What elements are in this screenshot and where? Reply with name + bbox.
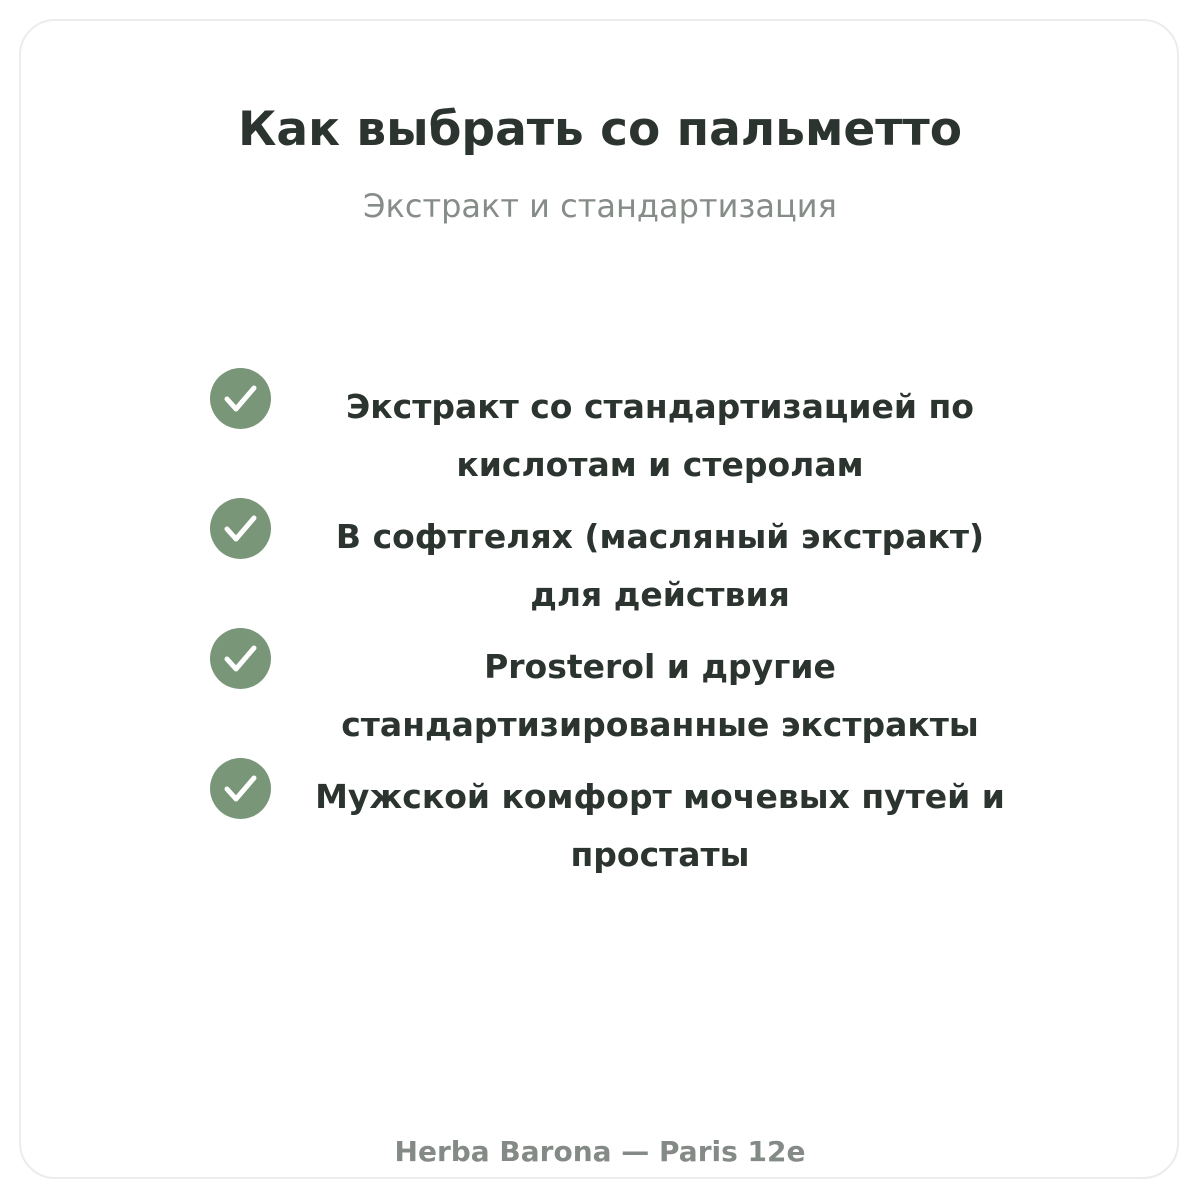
- page-title: Как выбрать со пальметто: [237, 102, 963, 157]
- checklist-item-text: Мужской комфорт мочевых путей и простаты: [315, 777, 1005, 874]
- checklist-item-text: В софтгелях (масляный экстракт) для действия: [335, 517, 985, 614]
- check-circle-icon: [210, 628, 271, 689]
- checklist-item-text: Экстракт со стандартизацией по кислотам и стеролам: [346, 387, 974, 484]
- checklist-item: [0, 628, 1200, 758]
- check-circle-icon: [210, 368, 271, 429]
- checklist-item: [0, 758, 1200, 888]
- check-circle-icon: [210, 498, 271, 559]
- footer-brand: Herba Barona — Paris 12e: [394, 1135, 806, 1168]
- checklist-item-text: Prosterol и другие стандартизированные экстракты: [341, 647, 979, 744]
- page-subtitle: Экстракт и стандартизация: [363, 187, 837, 225]
- check-circle-icon: [210, 758, 271, 819]
- checklist-item: [0, 368, 1200, 498]
- checklist-item: [0, 498, 1200, 628]
